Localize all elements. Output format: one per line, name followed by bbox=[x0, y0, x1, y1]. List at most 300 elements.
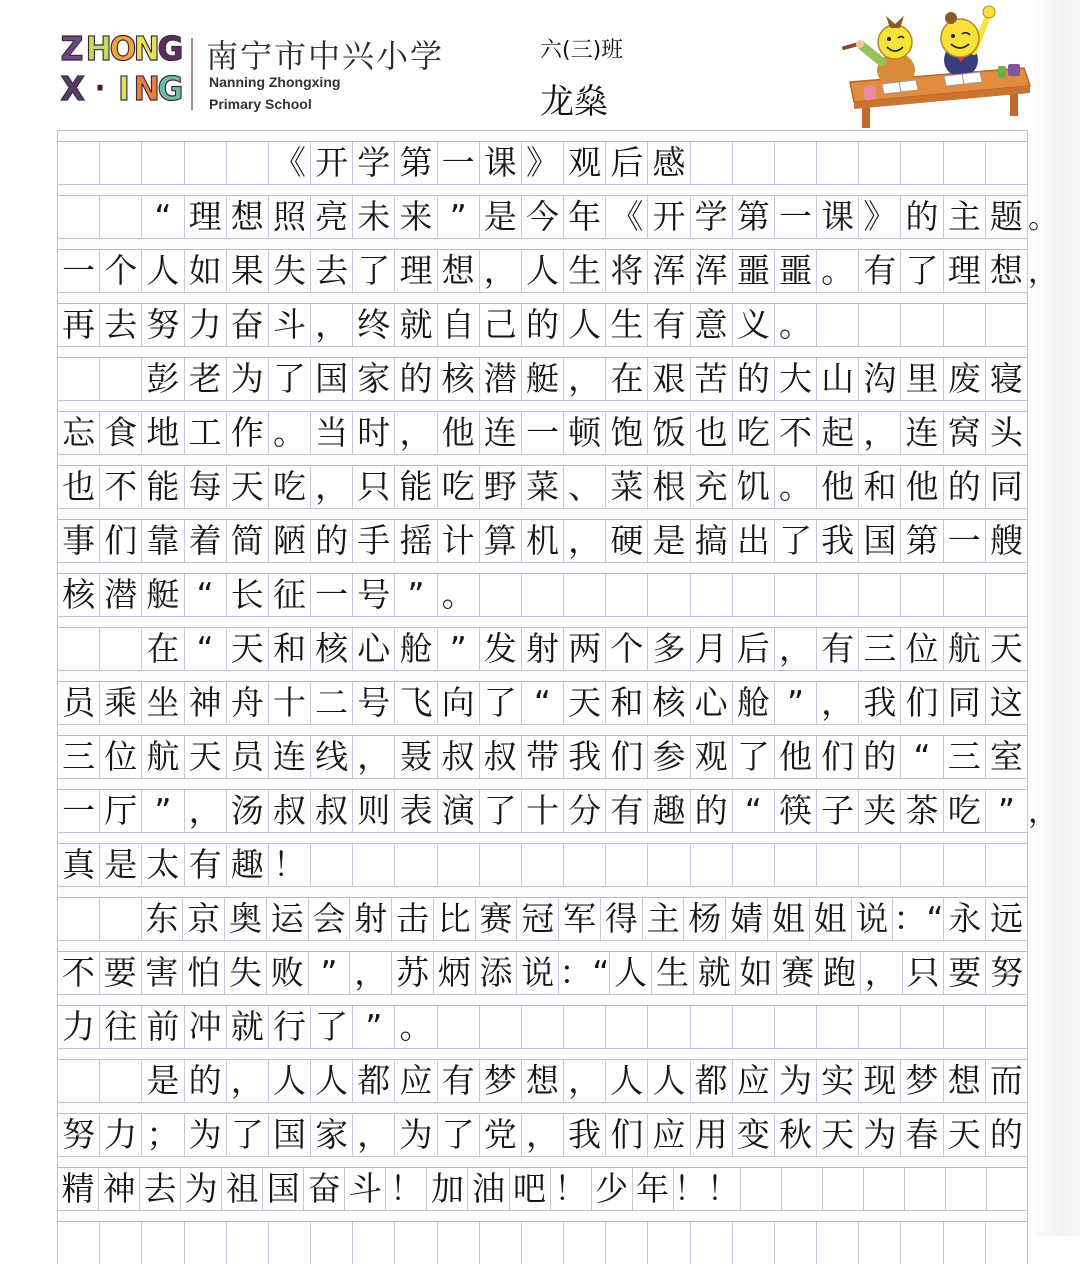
logo-letter: G bbox=[157, 29, 184, 68]
grid-cell: 头 bbox=[986, 412, 1028, 454]
grid-cell: 天 bbox=[564, 682, 606, 724]
grid-cell: 天 bbox=[185, 736, 227, 778]
grid-cell: 三 bbox=[859, 628, 901, 670]
grid-cell bbox=[227, 142, 269, 184]
grid-cell bbox=[522, 844, 564, 886]
grid-cell bbox=[691, 574, 733, 616]
grid-cell: 题 bbox=[986, 196, 1028, 238]
grid-cell: 想 bbox=[522, 1060, 564, 1102]
text-row bbox=[57, 466, 1028, 508]
grid-cell: 陋 bbox=[269, 520, 311, 562]
grid-cell: 饥 bbox=[733, 466, 775, 508]
grid-cell bbox=[775, 1006, 817, 1048]
grid-cell: 国 bbox=[269, 1114, 311, 1156]
grid-cell: 号 bbox=[353, 574, 395, 616]
grid-cell bbox=[227, 1222, 269, 1264]
grid-cell: ！ bbox=[269, 844, 311, 886]
grid-cell: 党 bbox=[480, 1114, 522, 1156]
grid-cell: 浑 bbox=[691, 250, 733, 292]
grid-cell: 。 bbox=[775, 466, 817, 508]
grid-cell: 失 bbox=[225, 952, 267, 994]
school-logo bbox=[60, 30, 182, 108]
grid-cell: 人 bbox=[648, 1060, 690, 1102]
grid-cell bbox=[733, 142, 775, 184]
row-separator bbox=[57, 994, 1028, 1006]
grid-cell: 的 bbox=[901, 196, 943, 238]
grid-cell: 炳 bbox=[434, 952, 476, 994]
grid-cell bbox=[522, 1222, 564, 1264]
grid-cell: 太 bbox=[142, 844, 184, 886]
grid-cell: 苏 bbox=[392, 952, 434, 994]
grid-cell: 趣 bbox=[648, 790, 690, 832]
grid-cell: 起 bbox=[817, 412, 859, 454]
grid-cell: 后 bbox=[606, 142, 648, 184]
logo-letter: I bbox=[118, 69, 130, 108]
row-separator bbox=[57, 562, 1028, 574]
grid-cell: 菜 bbox=[522, 466, 564, 508]
grid-cell: 乘 bbox=[100, 682, 142, 724]
grid-cell: 他 bbox=[817, 466, 859, 508]
grid-cell: 了 bbox=[733, 736, 775, 778]
grid-cell: 生 bbox=[606, 304, 648, 346]
grid-cell: 顿 bbox=[564, 412, 606, 454]
grid-cell: 东 bbox=[142, 898, 184, 940]
grid-cell: 实 bbox=[817, 1060, 859, 1102]
grid-cell: 天 bbox=[227, 628, 269, 670]
grid-cell: 而 bbox=[986, 1060, 1028, 1102]
grid-cell: 舱 bbox=[733, 682, 775, 724]
grid-cell: 在 bbox=[606, 358, 648, 400]
row-separator bbox=[57, 346, 1028, 358]
grid-cell bbox=[691, 1222, 733, 1264]
grid-cell: 也 bbox=[57, 466, 100, 508]
grid-cell: 》 bbox=[859, 196, 901, 238]
grid-cell: 斗 bbox=[269, 304, 311, 346]
grid-cell: 冲 bbox=[185, 1006, 227, 1048]
grid-cell: 应 bbox=[395, 1060, 437, 1102]
grid-cell: 连 bbox=[480, 412, 522, 454]
grid-cell bbox=[57, 196, 100, 238]
grid-cell: 学 bbox=[353, 142, 395, 184]
grid-cell: 努 bbox=[57, 1114, 100, 1156]
grid-cell: 能 bbox=[142, 466, 184, 508]
grid-cell: 课 bbox=[480, 142, 522, 184]
grid-cell bbox=[311, 844, 353, 886]
grid-cell: 线 bbox=[311, 736, 353, 778]
grid-cell: 同 bbox=[944, 682, 986, 724]
grid-cell: 们 bbox=[901, 682, 943, 724]
grid-cell: 往 bbox=[100, 1006, 142, 1048]
grid-cell: 神 bbox=[185, 682, 227, 724]
grid-cell bbox=[986, 844, 1028, 886]
grid-cell: 人 bbox=[311, 1060, 353, 1102]
grid-cell: 三 bbox=[57, 736, 100, 778]
grid-cell bbox=[57, 628, 100, 670]
grid-cell: 吃 bbox=[438, 466, 480, 508]
grid-cell: 为 bbox=[859, 1114, 901, 1156]
grid-cell: 事 bbox=[57, 520, 100, 562]
class-label: 六(三)班 bbox=[540, 38, 624, 63]
grid-cell: 发 bbox=[480, 628, 522, 670]
grid-cell: 和 bbox=[269, 628, 311, 670]
grid-cell: 不 bbox=[100, 466, 142, 508]
grid-cell: 力 bbox=[185, 304, 227, 346]
grid-cell bbox=[986, 1222, 1028, 1264]
grid-cell: 饱 bbox=[606, 412, 648, 454]
grid-cell bbox=[823, 1168, 864, 1210]
grid-cell bbox=[817, 304, 859, 346]
grid-cell: 室 bbox=[986, 736, 1028, 778]
text-row bbox=[57, 250, 1058, 292]
grid-cell: 也 bbox=[691, 412, 733, 454]
grid-cell: 的 bbox=[395, 358, 437, 400]
student-name: 龙燊 bbox=[540, 82, 608, 122]
grid-cell bbox=[57, 358, 100, 400]
grid-cell: 长 bbox=[227, 574, 269, 616]
photo-background-edge bbox=[1036, 0, 1080, 1236]
grid-cell: 潜 bbox=[100, 574, 142, 616]
row-separator bbox=[57, 130, 1028, 142]
grid-cell: ， bbox=[353, 1114, 395, 1156]
grid-cell bbox=[733, 1222, 775, 1264]
grid-cell: 一 bbox=[522, 412, 564, 454]
grid-cell: 作 bbox=[227, 412, 269, 454]
grid-cell: 野 bbox=[480, 466, 522, 508]
grid-cell: 不 bbox=[775, 412, 817, 454]
grid-cell: 春 bbox=[901, 1114, 943, 1156]
grid-cell: 为 bbox=[775, 1060, 817, 1102]
grid-cell bbox=[775, 844, 817, 886]
grid-cell: 比 bbox=[434, 898, 476, 940]
grid-cell: 时 bbox=[353, 412, 395, 454]
grid-cell: 飞 bbox=[395, 682, 437, 724]
grid-cell: 里 bbox=[901, 358, 943, 400]
logo-divider bbox=[191, 38, 193, 110]
grid-cell: ” bbox=[353, 1006, 395, 1048]
grid-cell: 这 bbox=[986, 682, 1028, 724]
grid-cell: 吧 bbox=[510, 1168, 551, 1210]
grid-cell: 梦 bbox=[901, 1060, 943, 1102]
grid-cell bbox=[782, 1168, 823, 1210]
grid-cell: 第 bbox=[395, 142, 437, 184]
grid-cell bbox=[100, 1060, 142, 1102]
grid-cell: 聂 bbox=[395, 736, 437, 778]
grid-cell: 赛 bbox=[777, 952, 819, 994]
grid-cell: 主 bbox=[643, 898, 685, 940]
grid-cell: 员 bbox=[227, 736, 269, 778]
grid-cell bbox=[986, 142, 1028, 184]
grid-cell: 一 bbox=[57, 250, 100, 292]
grid-cell: 他 bbox=[775, 736, 817, 778]
text-row bbox=[57, 412, 1028, 454]
grid-cell: 再 bbox=[57, 304, 100, 346]
grid-cell: 号 bbox=[353, 682, 395, 724]
grid-cell: 远 bbox=[986, 898, 1028, 940]
grid-cell: 两 bbox=[564, 628, 606, 670]
grid-cell: 我 bbox=[817, 520, 859, 562]
grid-cell: 。 bbox=[395, 1006, 437, 1048]
grid-cell bbox=[691, 142, 733, 184]
grid-cell: 心 bbox=[691, 682, 733, 724]
grid-cell bbox=[100, 898, 142, 940]
grid-cell: “ bbox=[901, 736, 943, 778]
grid-cell: 祖 bbox=[222, 1168, 263, 1210]
grid-cell: 人 bbox=[606, 1060, 648, 1102]
grid-cell: 永 bbox=[944, 898, 986, 940]
grid-cell bbox=[564, 1006, 606, 1048]
grid-cell: 我 bbox=[564, 736, 606, 778]
writing-grid bbox=[57, 130, 1058, 1264]
grid-cell: 未 bbox=[353, 196, 395, 238]
grid-cell: 天 bbox=[227, 466, 269, 508]
grid-cell: 去 bbox=[100, 304, 142, 346]
grid-cell bbox=[480, 1006, 522, 1048]
text-row bbox=[57, 574, 1028, 616]
grid-cell: 和 bbox=[859, 466, 901, 508]
grid-cell: 叔 bbox=[480, 736, 522, 778]
grid-cell: 学 bbox=[691, 196, 733, 238]
row-separator bbox=[57, 778, 1028, 790]
grid-cell bbox=[944, 844, 986, 886]
grid-cell bbox=[185, 1222, 227, 1264]
grid-cell: 连 bbox=[269, 736, 311, 778]
grid-cell: 开 bbox=[648, 196, 690, 238]
grid-cell: 神 bbox=[99, 1168, 140, 1210]
grid-cell: 己 bbox=[480, 304, 522, 346]
grid-cell: 用 bbox=[691, 1114, 733, 1156]
grid-cell: 添 bbox=[476, 952, 518, 994]
grid-cell: 个 bbox=[100, 250, 142, 292]
grid-cell: 感 bbox=[648, 142, 690, 184]
grid-cell: 姐 bbox=[810, 898, 852, 940]
grid-cell: 有 bbox=[606, 790, 648, 832]
grid-cell: 艰 bbox=[648, 358, 690, 400]
grid-cell: 吃 bbox=[944, 790, 986, 832]
grid-cell: 一 bbox=[438, 142, 480, 184]
grid-cell: 为 bbox=[227, 358, 269, 400]
grid-cell: 。 bbox=[817, 250, 859, 292]
grid-cell: 演 bbox=[438, 790, 480, 832]
grid-cell: 机 bbox=[522, 520, 564, 562]
grid-cell: 我 bbox=[564, 1114, 606, 1156]
grid-cell bbox=[564, 844, 606, 886]
grid-cell bbox=[986, 574, 1028, 616]
grid-cell: 奋 bbox=[304, 1168, 345, 1210]
grid-cell: 山 bbox=[817, 358, 859, 400]
grid-cell: 着 bbox=[185, 520, 227, 562]
grid-cell: 噩 bbox=[733, 250, 775, 292]
grid-cell: 艇 bbox=[522, 358, 564, 400]
grid-cell: 们 bbox=[100, 520, 142, 562]
grid-cell: 根 bbox=[648, 466, 690, 508]
grid-cell: 力 bbox=[100, 1114, 142, 1156]
grid-cell: 夹 bbox=[859, 790, 901, 832]
grid-cell: ， bbox=[817, 682, 859, 724]
grid-cell: ！！ bbox=[673, 1169, 740, 1208]
grid-cell: 坐 bbox=[142, 682, 184, 724]
grid-cell: 只 bbox=[353, 466, 395, 508]
grid-cell: 义 bbox=[733, 304, 775, 346]
grid-cell: 如 bbox=[736, 952, 778, 994]
grid-cell bbox=[944, 1222, 986, 1264]
grid-cell bbox=[57, 142, 100, 184]
grid-cell: 舱 bbox=[395, 628, 437, 670]
grid-cell: 个 bbox=[606, 628, 648, 670]
grid-cell: 有 bbox=[859, 250, 901, 292]
grid-cell bbox=[57, 1222, 100, 1264]
grid-cell: 向 bbox=[438, 682, 480, 724]
grid-cell: 航 bbox=[944, 628, 986, 670]
grid-cell: 舟 bbox=[227, 682, 269, 724]
grid-cell: 汤 bbox=[227, 790, 269, 832]
grid-cell: 地 bbox=[142, 412, 184, 454]
grid-cell: ， bbox=[311, 466, 353, 508]
grid-cell: 得 bbox=[601, 898, 643, 940]
grid-cell: 去 bbox=[311, 250, 353, 292]
grid-cell: 员 bbox=[57, 682, 100, 724]
grid-cell bbox=[859, 574, 901, 616]
grid-cell: 斗 bbox=[345, 1168, 386, 1210]
grid-cell: 航 bbox=[142, 736, 184, 778]
grid-cell: 每 bbox=[185, 466, 227, 508]
text-row bbox=[57, 358, 1028, 400]
grid-cell bbox=[311, 1222, 353, 1264]
grid-cell: 窝 bbox=[944, 412, 986, 454]
row-separator bbox=[57, 184, 1028, 196]
grid-cell: 人 bbox=[269, 1060, 311, 1102]
grid-cell: 理 bbox=[944, 250, 986, 292]
grid-cell: 们 bbox=[606, 736, 648, 778]
grid-cell bbox=[901, 844, 943, 886]
grid-cell: 吃 bbox=[269, 466, 311, 508]
grid-cell bbox=[564, 1222, 606, 1264]
grid-cell bbox=[57, 898, 100, 940]
text-row bbox=[57, 1060, 1028, 1102]
grid-cell: 参 bbox=[648, 736, 690, 778]
grid-cell: 月 bbox=[691, 628, 733, 670]
row-separator bbox=[57, 508, 1028, 520]
grid-cell: 是 bbox=[100, 844, 142, 886]
grid-cell bbox=[864, 1168, 905, 1210]
grid-cell: 就 bbox=[227, 1006, 269, 1048]
grid-cell: ， bbox=[480, 250, 522, 292]
grid-cell: ” bbox=[309, 952, 351, 994]
grid-cell: 出 bbox=[733, 520, 775, 562]
grid-cell: ” bbox=[775, 682, 817, 724]
grid-cell bbox=[648, 1006, 690, 1048]
grid-cell: ！ bbox=[551, 1168, 592, 1210]
text-row bbox=[57, 1168, 1028, 1210]
grid-cell: 了 bbox=[480, 790, 522, 832]
grid-cell: 。 bbox=[775, 304, 817, 346]
grid-cell: 心 bbox=[353, 628, 395, 670]
grid-cell: 带 bbox=[522, 736, 564, 778]
grid-cell: 失 bbox=[269, 250, 311, 292]
grid-cell bbox=[905, 1168, 946, 1210]
grid-cell: 沟 bbox=[859, 358, 901, 400]
grid-cell: 将 bbox=[606, 250, 648, 292]
grid-cell bbox=[353, 844, 395, 886]
grid-cell: 搞 bbox=[691, 520, 733, 562]
grid-cell: 子 bbox=[817, 790, 859, 832]
grid-cell: 了 bbox=[269, 358, 311, 400]
grid-cell: 来 bbox=[395, 196, 437, 238]
grid-cell: 叔 bbox=[269, 790, 311, 832]
grid-cell: 奥 bbox=[225, 898, 267, 940]
row-separator bbox=[57, 1048, 1028, 1060]
grid-cell: 分 bbox=[564, 790, 606, 832]
grid-cell: 射 bbox=[350, 898, 392, 940]
grid-cell: 一 bbox=[775, 196, 817, 238]
grid-cell: 射 bbox=[522, 628, 564, 670]
grid-cell: 变 bbox=[733, 1114, 775, 1156]
grid-cell bbox=[817, 142, 859, 184]
grid-cell: 茶 bbox=[901, 790, 943, 832]
grid-cell: 想 bbox=[944, 1060, 986, 1102]
grid-cell: 在 bbox=[142, 628, 184, 670]
grid-cell bbox=[986, 304, 1028, 346]
grid-cell: 只 bbox=[903, 952, 945, 994]
grid-cell bbox=[817, 574, 859, 616]
grid-cell: ， bbox=[311, 304, 353, 346]
grid-cell: 都 bbox=[691, 1060, 733, 1102]
grid-cell: 国 bbox=[859, 520, 901, 562]
grid-cell: 摇 bbox=[395, 520, 437, 562]
grid-cell: 。 bbox=[269, 412, 311, 454]
grid-cell: 们 bbox=[817, 736, 859, 778]
grid-cell: 行 bbox=[269, 1006, 311, 1048]
grid-cell bbox=[775, 574, 817, 616]
logo-letter: N bbox=[133, 69, 160, 108]
grid-cell: 说 bbox=[517, 952, 559, 994]
grid-cell: 后 bbox=[733, 628, 775, 670]
grid-cell: 如 bbox=[185, 250, 227, 292]
grid-cell: 力 bbox=[57, 1006, 100, 1048]
grid-cell: 观 bbox=[691, 736, 733, 778]
grid-cell: ， bbox=[564, 358, 606, 400]
grid-cell: 要 bbox=[100, 952, 142, 994]
text-row bbox=[57, 304, 1028, 346]
grid-cell: ！ bbox=[386, 1168, 427, 1210]
grid-cell: 了 bbox=[227, 1114, 269, 1156]
grid-cell: 》 bbox=[522, 142, 564, 184]
logo-letter: G bbox=[157, 69, 184, 108]
grid-cell: 则 bbox=[353, 790, 395, 832]
text-row bbox=[57, 844, 1028, 886]
grid-cell: ” bbox=[438, 196, 480, 238]
grid-cell bbox=[859, 1006, 901, 1048]
logo-letter: X bbox=[60, 69, 85, 108]
grid-cell: 少 bbox=[592, 1168, 633, 1210]
grid-cell: 课 bbox=[817, 196, 859, 238]
row-separator bbox=[57, 832, 1028, 844]
grid-cell bbox=[733, 1006, 775, 1048]
grid-cell bbox=[100, 358, 142, 400]
grid-cell: 同 bbox=[986, 466, 1028, 508]
grid-cell: 三 bbox=[944, 736, 986, 778]
grid-cell bbox=[817, 1222, 859, 1264]
grid-cell: 努 bbox=[142, 304, 184, 346]
grid-cell: 天 bbox=[944, 1114, 986, 1156]
grid-cell: ” bbox=[986, 790, 1028, 832]
grid-cell: 食 bbox=[100, 412, 142, 454]
logo-letter: O bbox=[109, 29, 137, 68]
grid-cell bbox=[606, 1006, 648, 1048]
text-row bbox=[57, 628, 1028, 670]
text-row bbox=[57, 1222, 1028, 1264]
grid-cell: 趣 bbox=[227, 844, 269, 886]
grid-cell: ， bbox=[227, 1060, 269, 1102]
